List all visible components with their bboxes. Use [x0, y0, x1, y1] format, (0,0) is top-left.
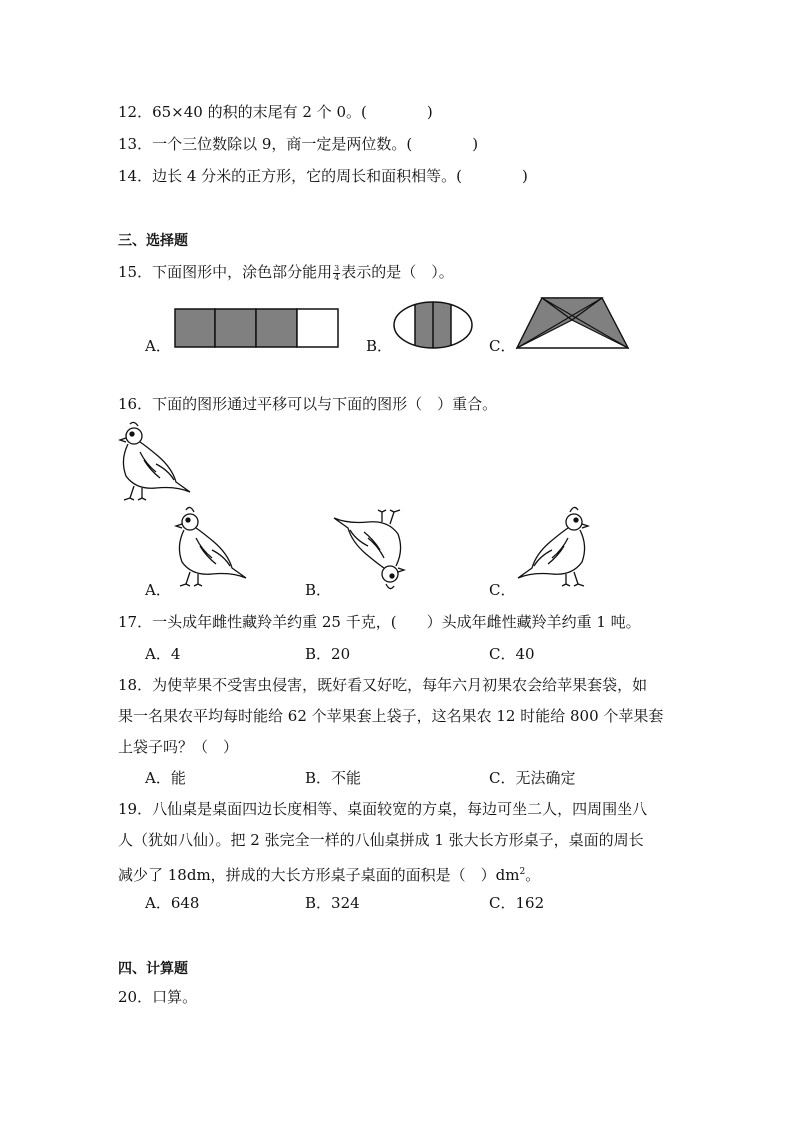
question-18-line-3: 上袋子吗？（ ）	[118, 738, 239, 756]
question-19-line-3	[118, 862, 540, 885]
q19-option-b[interactable]: B．324	[305, 894, 360, 912]
superscript-2: 2	[519, 867, 526, 877]
quail-option-a-figure	[170, 504, 252, 590]
question-13: 13．一个三位数除以 9，商一定是两位数。( )	[118, 135, 479, 153]
question-15-text: 15．下面图形中，涂色部分能用	[118, 263, 333, 281]
q15-option-a-label[interactable]: A．	[145, 337, 171, 355]
q18-option-c[interactable]: C．无法确定	[489, 769, 576, 787]
q15-option-b-label[interactable]: B．	[366, 337, 393, 355]
question-12: 12．65×40 的积的末尾有 2 个 0。( )	[118, 103, 433, 121]
question-18-line-1: 18．为使苹果不受害虫侵害，既好看又好吃，每年六月初果农会给苹果套袋，如	[118, 676, 648, 694]
question-19-line-3-text: 减少了 18dm，拼成的大长方形桌子桌面的面积是（ ）dm	[118, 866, 520, 884]
quail-option-c-figure	[512, 504, 594, 590]
q19-option-c[interactable]: C．162	[489, 894, 545, 912]
q16-option-b-label[interactable]: B．	[305, 581, 332, 599]
q15-figure-b-oval	[392, 300, 474, 350]
q19-option-a[interactable]: A．648	[145, 894, 200, 912]
question-17: 17．一头成年雌性藏羚羊约重 25 千克，( ）头成年雌性藏羚羊约重 1 吨。	[118, 613, 641, 631]
q17-option-b[interactable]: B．20	[305, 645, 351, 663]
quail-original-figure	[116, 420, 196, 502]
q15-option-c-label[interactable]: C．	[489, 337, 516, 355]
quail-option-b-figure	[328, 506, 410, 592]
section-heading-calculation: 四、计算题	[118, 961, 188, 977]
q17-option-c[interactable]: C．40	[489, 645, 535, 663]
question-19-line-3-end: 。	[525, 866, 541, 884]
fraction-numerator: 3	[334, 263, 340, 273]
q18-option-b[interactable]: B．不能	[305, 769, 362, 787]
q16-option-a-label[interactable]: A．	[145, 581, 171, 599]
question-15	[118, 262, 454, 282]
q18-option-a[interactable]: A．能	[145, 769, 186, 787]
question-19-line-1: 19．八仙桌是桌面四边长度相等、桌面较宽的方桌，每边可坐二人，四周围坐八	[118, 800, 648, 818]
question-20: 20．口算。	[118, 988, 198, 1006]
q15-figure-a-bar	[174, 308, 340, 350]
q17-option-a[interactable]: A．4	[145, 645, 181, 663]
q15-figure-c-trapezoid	[516, 296, 630, 350]
fraction-three-quarters	[333, 265, 340, 282]
question-18-line-2: 果一名果农平均每时能给 62 个苹果套上袋子，这名果农 12 时能给 800 个苹果套	[118, 707, 664, 725]
question-14: 14．边长 4 分米的正方形，它的周长和面积相等。( )	[118, 167, 528, 185]
section-heading-choice: 三、选择题	[118, 233, 188, 249]
fraction-denominator: 4	[334, 272, 340, 282]
question-16: 16．下面的图形通过平移可以与下面的图形（ ）重合。	[118, 395, 498, 413]
q16-option-c-label[interactable]: C．	[489, 581, 516, 599]
question-15-text-end: 表示的是（ ）。	[341, 263, 454, 281]
question-19-line-2: 人（犹如八仙）。把 2 张完全一样的八仙桌拼成 1 张大长方形桌子，桌面的周长	[118, 831, 644, 849]
